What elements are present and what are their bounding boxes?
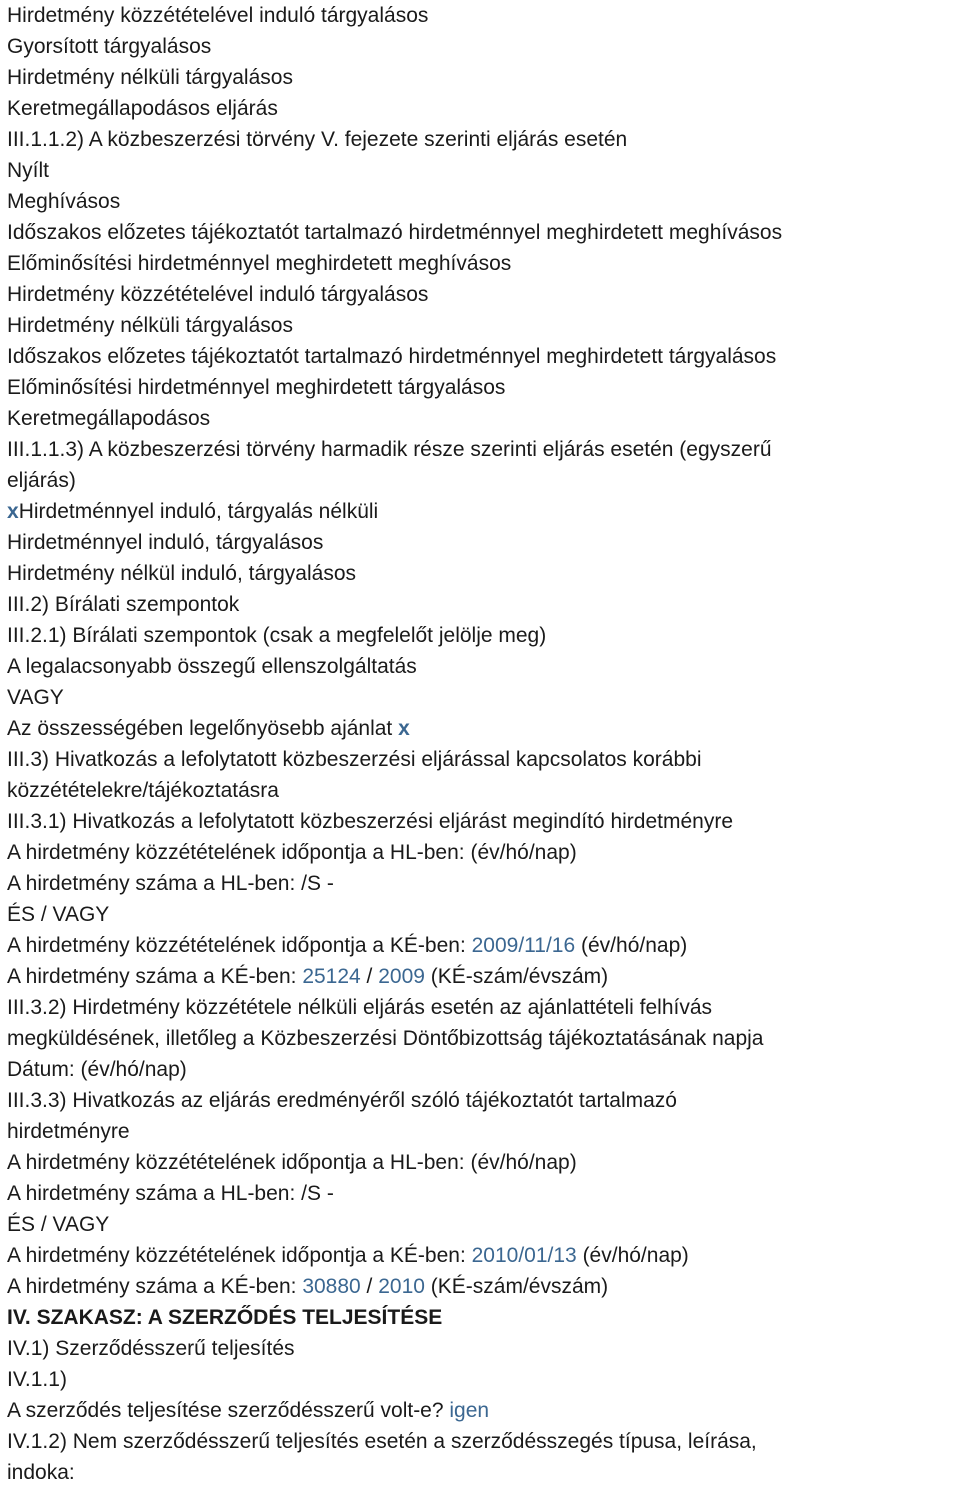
selection-mark: x bbox=[398, 717, 410, 740]
text-line: Gyorsított tárgyalásos bbox=[7, 35, 212, 58]
text-line: Hirdetménnyel induló, tárgyalásos bbox=[7, 531, 324, 554]
field-label: A hirdetmény száma a KÉ-ben: bbox=[7, 1275, 303, 1298]
text-line: Hirdetmény nélkül induló, tárgyalásos bbox=[7, 562, 357, 585]
text-line: A hirdetmény közzétételének időpontja a HL-ben: (év/hó/nap) bbox=[7, 841, 577, 864]
section-heading-iii-3-2: III.3.2) Hirdetmény közzététele nélküli eljárás esetén az ajánlattételi felhívás bbox=[7, 996, 713, 1019]
text-line: Meghívásos bbox=[7, 190, 121, 213]
separator: / bbox=[360, 965, 379, 988]
text-line: eljárás) bbox=[7, 469, 76, 492]
separator: / bbox=[360, 1275, 379, 1298]
ke-publication-date-1 bbox=[7, 930, 960, 961]
field-suffix: (KÉ-szám/évszám) bbox=[424, 965, 609, 988]
answer-value: igen bbox=[449, 1399, 490, 1422]
selection-mark: x bbox=[7, 500, 19, 523]
section-heading-iii-3: III.3) Hivatkozás a lefolytatott közbeszerzési eljárással kapcsolatos korábbi bbox=[7, 748, 702, 771]
section-heading-iv-1-1: IV.1.1) bbox=[7, 1368, 67, 1391]
field-label: A hirdetmény közzétételének időpontja a KÉ-ben: bbox=[7, 1244, 472, 1267]
question-label: A szerződés teljesítése szerződésszerű volt-e? bbox=[7, 1399, 450, 1422]
ke-publication-date-2 bbox=[7, 1240, 960, 1271]
section-heading-iii-1-1-3: III.1.1.3) A közbeszerzési törvény harmadik része szerinti eljárás esetén (egyszerű bbox=[7, 438, 772, 461]
text-line: Időszakos előzetes tájékoztatót tartalmazó hirdetménnyel meghirdetett meghívásos bbox=[7, 221, 783, 244]
text-line: Keretmegállapodásos eljárás bbox=[7, 97, 278, 120]
section-heading-iii-1-1-2: III.1.1.2) A közbeszerzési törvény V. fejezete szerinti eljárás esetén bbox=[7, 128, 628, 151]
text-line: Nyílt bbox=[7, 159, 49, 182]
text-line: ÉS / VAGY bbox=[7, 1213, 110, 1236]
text-line: ÉS / VAGY bbox=[7, 903, 110, 926]
text-line: Keretmegállapodásos bbox=[7, 407, 211, 430]
text-line: VAGY bbox=[7, 686, 64, 709]
text-line: Dátum: (év/hó/nap) bbox=[7, 1058, 187, 1081]
section-heading-iii-3-3: III.3.3) Hivatkozás az eljárás eredményéről szóló tájékoztatót tartalmazó bbox=[7, 1089, 677, 1112]
text-line: indoka: bbox=[7, 1461, 75, 1484]
text-line: megküldésének, illetőleg a Közbeszerzési Döntőbizottság tájékoztatásának napja bbox=[7, 1027, 764, 1050]
section-heading-iii-3-1: III.3.1) Hivatkozás a lefolytatott közbeszerzési eljárást megindító hirdetményre bbox=[7, 810, 733, 833]
date-value: 2009/11/16 bbox=[471, 934, 576, 957]
section-heading-iii-2-1: III.2.1) Bírálati szempontok (csak a megfelelőt jelölje meg) bbox=[7, 624, 547, 647]
notice-year-value: 2009 bbox=[378, 965, 425, 988]
notice-year-value: 2010 bbox=[378, 1275, 425, 1298]
field-suffix: (KÉ-szám/évszám) bbox=[424, 1275, 609, 1298]
notice-number-value: 30880 bbox=[302, 1275, 361, 1298]
text-line: Előminősítési hirdetménnyel meghirdetett meghívásos bbox=[7, 252, 512, 275]
text-line: A legalacsonyabb összegű ellenszolgáltatás bbox=[7, 655, 417, 678]
field-suffix: (év/hó/nap) bbox=[575, 934, 688, 957]
text-line: közzétételekre/tájékoztatásra bbox=[7, 779, 279, 802]
text-line: Előminősítési hirdetménnyel meghirdetett tárgyalásos bbox=[7, 376, 506, 399]
ke-notice-number-1 bbox=[7, 961, 960, 992]
text-line: A hirdetmény közzétételének időpontja a HL-ben: (év/hó/nap) bbox=[7, 1151, 577, 1174]
option-label: Hirdetménnyel induló, tárgyalás nélküli bbox=[18, 500, 379, 523]
ke-notice-number-2 bbox=[7, 1271, 960, 1302]
section-heading-iv-1-2: IV.1.2) Nem szerződésszerű teljesítés esetén a szerződésszegés típusa, leírása, bbox=[7, 1430, 757, 1453]
option-label: Az összességében legelőnyösebb ajánlat bbox=[7, 717, 399, 740]
text-line: hirdetményre bbox=[7, 1120, 130, 1143]
notice-number-value: 25124 bbox=[302, 965, 361, 988]
field-label: A hirdetmény száma a KÉ-ben: bbox=[7, 965, 303, 988]
text-line: A hirdetmény száma a HL-ben: /S - bbox=[7, 1182, 334, 1205]
section-heading-iii-2: III.2) Bírálati szempontok bbox=[7, 593, 240, 616]
section-iv-title: IV. SZAKASZ: A SZERZŐDÉS TELJESÍTÉSE bbox=[7, 1306, 443, 1329]
contract-performance-question bbox=[7, 1395, 960, 1426]
field-suffix: (év/hó/nap) bbox=[576, 1244, 689, 1267]
section-heading-iv-1: IV.1) Szerződésszerű teljesítés bbox=[7, 1337, 295, 1360]
text-line: Hirdetmény nélküli tárgyalásos bbox=[7, 314, 293, 337]
best-offer-option bbox=[7, 713, 960, 744]
text-line: A hirdetmény száma a HL-ben: /S - bbox=[7, 872, 334, 895]
text-line: Hirdetmény nélküli tárgyalásos bbox=[7, 66, 293, 89]
text-line: Időszakos előzetes tájékoztatót tartalmazó hirdetménnyel meghirdetett tárgyalásos bbox=[7, 345, 777, 368]
field-label: A hirdetmény közzétételének időpontja a KÉ-ben: bbox=[7, 934, 472, 957]
text-line: Hirdetmény közzétételével induló tárgyalásos bbox=[7, 4, 429, 27]
text-line: Hirdetmény közzétételével induló tárgyalásos bbox=[7, 283, 429, 306]
selected-procedure-option bbox=[7, 496, 960, 527]
date-value: 2010/01/13 bbox=[471, 1244, 577, 1267]
